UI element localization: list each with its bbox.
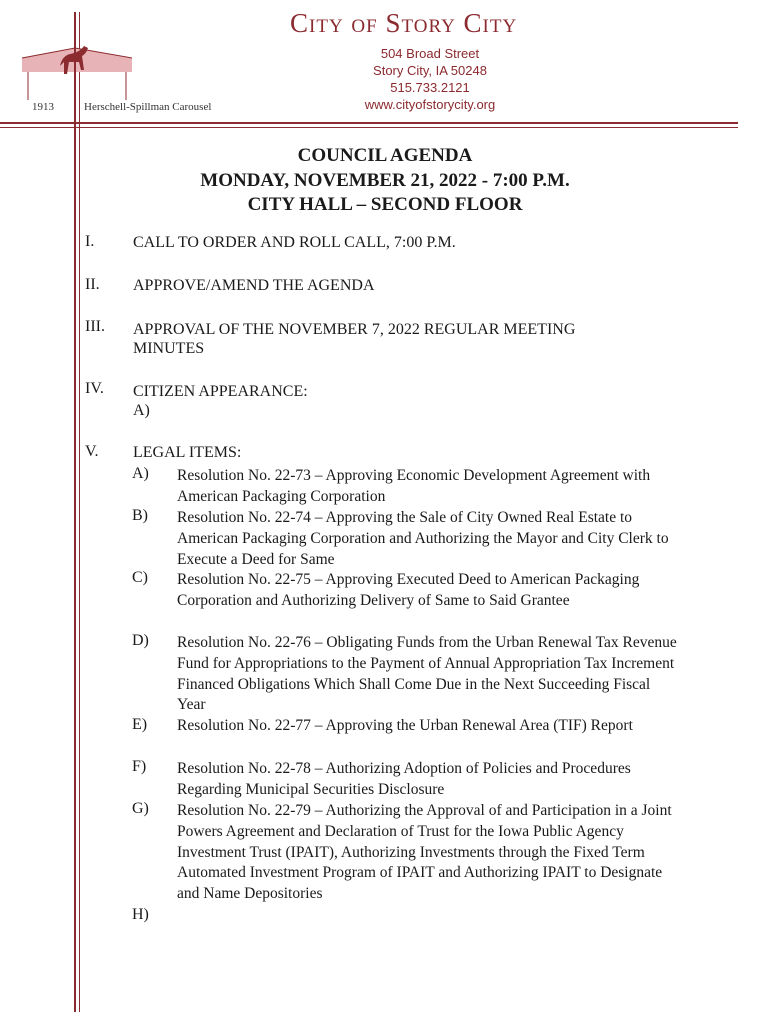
item-text: Resolution No. 22-79 – Authorizing the Approval of and Participation in a Joint Powers Agreement and Declaration of Trust for the Iowa Public Agency Investment Trust (IPAIT), Authorizing Investments through the Fixed Term Automated Investment Program of IPAIT and Authorizing IPAIT to Designate and Name Depositories [177, 802, 672, 903]
address-city: Story City, IA 50248 [373, 63, 487, 78]
section-text: APPROVAL OF THE NOVEMBER 7, 2022 REGULAR MEETING [133, 321, 576, 338]
carousel-horse-logo [20, 30, 135, 100]
item-letter: G) [132, 800, 149, 817]
letterhead-vertical-rule [79, 12, 80, 1012]
item-letter: A) [132, 465, 149, 482]
item-text: Resolution No. 22-77 – Approving the Urban Renewal Area (TIF) Report [177, 717, 633, 734]
item-letter: D) [132, 632, 149, 649]
item-letter: H) [132, 906, 149, 923]
item-text: Resolution No. 22-76 – Obligating Funds from the Urban Renewal Tax Revenue Fund for Appropriations to the Payment of Annual Appropriation Tax Increment Financed Obligations Which Shall Come Due in the Next Succeeding Fiscal Year [177, 634, 677, 714]
section-number: V. [85, 443, 99, 460]
website: www.cityofstorycity.org [364, 97, 496, 112]
letterhead-horizontal-rule [0, 127, 738, 128]
section-number: I. [85, 233, 95, 250]
item-letter: B) [132, 507, 148, 524]
item-text: Resolution No. 22-73 – Approving Economic Development Agreement with American Packaging Corporation [177, 467, 651, 505]
item-text: Resolution No. 22-75 – Approving Executed Deed to American Packaging Corporation and Authorizing Delivery of Same to Said Grantee [177, 571, 640, 609]
item-letter: C) [132, 569, 148, 586]
section-text: CALL TO ORDER AND ROLL CALL, 7:00 P.M. [133, 234, 456, 251]
city-name: City of Story City [290, 8, 518, 38]
logo-year: 1913 [32, 101, 54, 113]
logo-caption: Herschell-Spillman Carousel [84, 101, 212, 113]
item-text: Resolution No. 22-78 – Authorizing Adoption of Policies and Procedures Regarding Municipal Securities Disclosure [177, 760, 631, 798]
section-text: MINUTES [133, 340, 205, 357]
section-number: II. [85, 276, 100, 293]
section-number: III. [85, 318, 105, 335]
letterhead-vertical-rule [74, 12, 76, 1012]
section-text: LEGAL ITEMS: [133, 444, 242, 461]
item-letter: F) [132, 758, 147, 775]
item-text: Resolution No. 22-74 – Approving the Sale of City Owned Real Estate to American Packaging Corporation and Authorizing the Mayor and City Clerk to Execute a Deed for Same [177, 509, 669, 568]
agenda-location: CITY HALL – SECOND FLOOR [247, 194, 523, 215]
phone-number: 515.733.2121 [390, 80, 470, 95]
section-text: CITIZEN APPEARANCE: [133, 383, 308, 400]
section-number: IV. [85, 380, 104, 397]
agenda-date: MONDAY, NOVEMBER 21, 2022 - 7:00 P.M. [200, 170, 570, 191]
section-sub-letter: A) [133, 402, 150, 419]
letterhead-horizontal-rule [0, 122, 738, 124]
item-letter: E) [132, 716, 148, 733]
section-text: APPROVE/AMEND THE AGENDA [133, 277, 375, 294]
agenda-title: COUNCIL AGENDA [297, 145, 473, 166]
address-street: 504 Broad Street [380, 46, 480, 61]
